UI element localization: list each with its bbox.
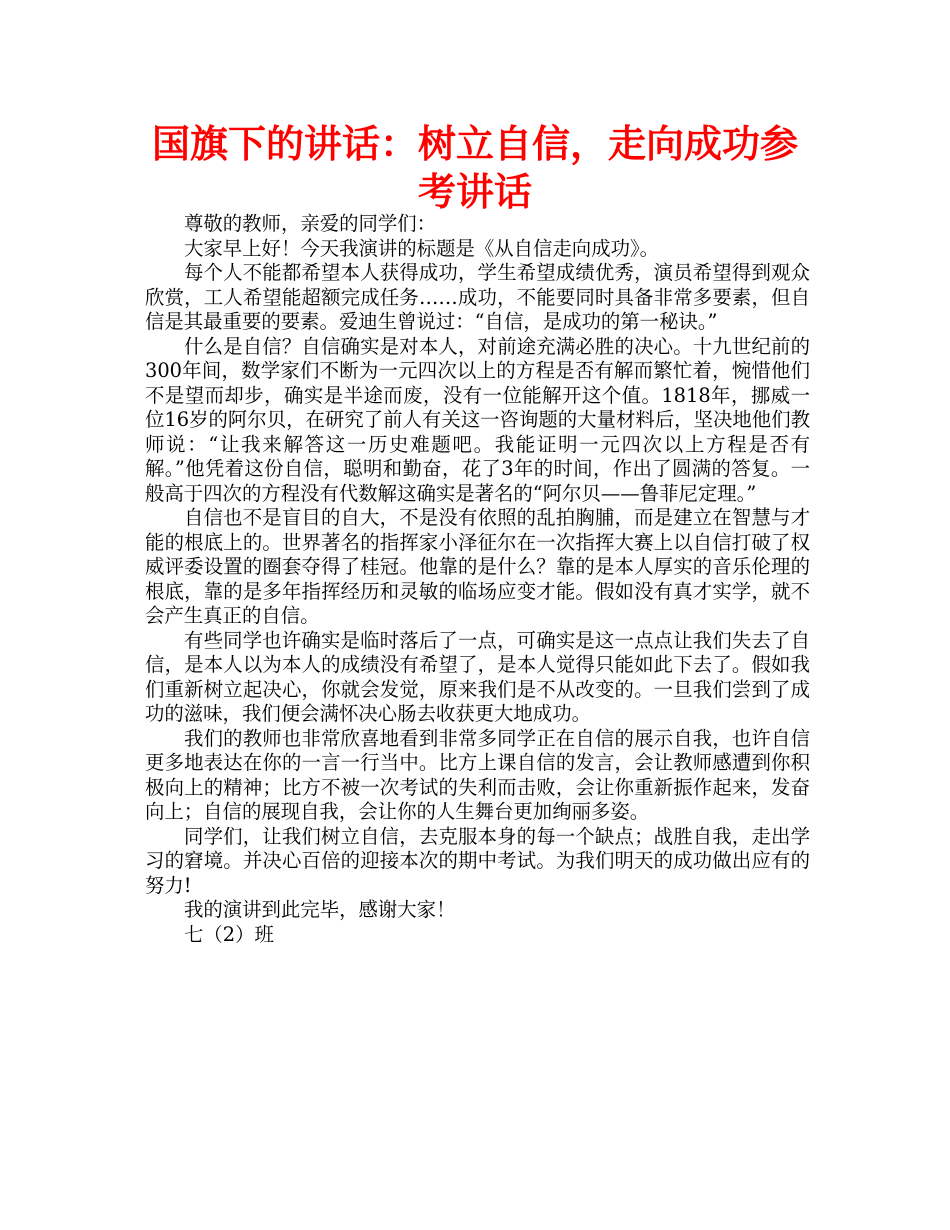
paragraph: 自信也不是盲目的自大，不是没有依照的乱拍胸脯，而是建立在智慧与才能的根底上的。世界著名的指挥家小泽征尔在一次指挥大赛上以自信打破了权威评委设置的圈套夺得了桂冠。他靠的是什么？靠的是本人厚实的音乐伦理的根底，靠的是多年指挥经历和灵敏的临场应变才能。假如没有真才实学，就不会产生真正的自信。 (145, 506, 810, 627)
paragraph: 什么是自信？自信确实是对本人，对前途充满必胜的决心。十九世纪前的300年间，数学家们不断为一元四次以上的方程是否有解而繁忙着，惋惜他们不是望而却步，确实是半途而废，没有一位能解开这个值。1818年，挪威一位16岁的阿尔贝，在研究了前人有关这一咨询题的大量材料后，坚决地他们教师说：“让我来解答这一历史难题吧。我能证明一元四次以上方程是否有解。”他凭着这份自信，聪明和勤奋，花了3年的时间，作出了圆满的答复。一般高于四次的方程没有代数解这确实是著名的“阿尔贝——鲁菲尼定理。” (145, 334, 810, 505)
paragraph-signature: 七（2）班 (184, 922, 274, 946)
paragraph: 同学们，让我们树立自信，去克服本身的每一个缺点；战胜自我，走出学习的窘境。并决心百倍的迎接本次的期中考试。为我们明天的成功做出应有的努力! (145, 824, 810, 897)
paragraph-opening: 大家早上好！今天我演讲的标题是《从自信走向成功》。 (184, 236, 660, 260)
paragraph: 我们的教师也非常欣喜地看到非常多同学正在自信的展示自我，也许自信更多地表达在你的一言一行当中。比方上课自信的发言，会让教师感遭到你积极向上的精神；比方不被一次考试的失利而击败，会让你重新振作起来，发奋向上；自信的展现自我，会让你的人生舞台更加绚丽多姿。 (145, 726, 810, 823)
paragraph: 有些同学也许确实是临时落后了一点，可确实是这一点点让我们失去了自信，是本人以为本人的成绩没有希望了，是本人觉得只能如此下去了。假如我们重新树立起决心，你就会发觉，原来我们是不从改变的。一旦我们尝到了成功的滋味，我们便会满怀决心肠去收获更大地成功。 (145, 628, 810, 725)
document-body (145, 212, 810, 947)
document-title: 国旗下的讲话：树立自信，走向成功参考讲话 (151, 122, 798, 214)
paragraph: 每个人不能都希望本人获得成功，学生希望成绩优秀，演员希望得到观众欣赏，工人希望能超额完成任务……成功，不能要同时具备非常多要素，但自信是其最重要的要素。爱迪生曾说过：“自信，是成功的第一秘诀。” (145, 261, 810, 333)
paragraph-closing: 我的演讲到此完毕，感谢大家！ (184, 898, 456, 921)
paragraph-greeting: 尊敬的教师，亲爱的同学们： (184, 212, 437, 235)
